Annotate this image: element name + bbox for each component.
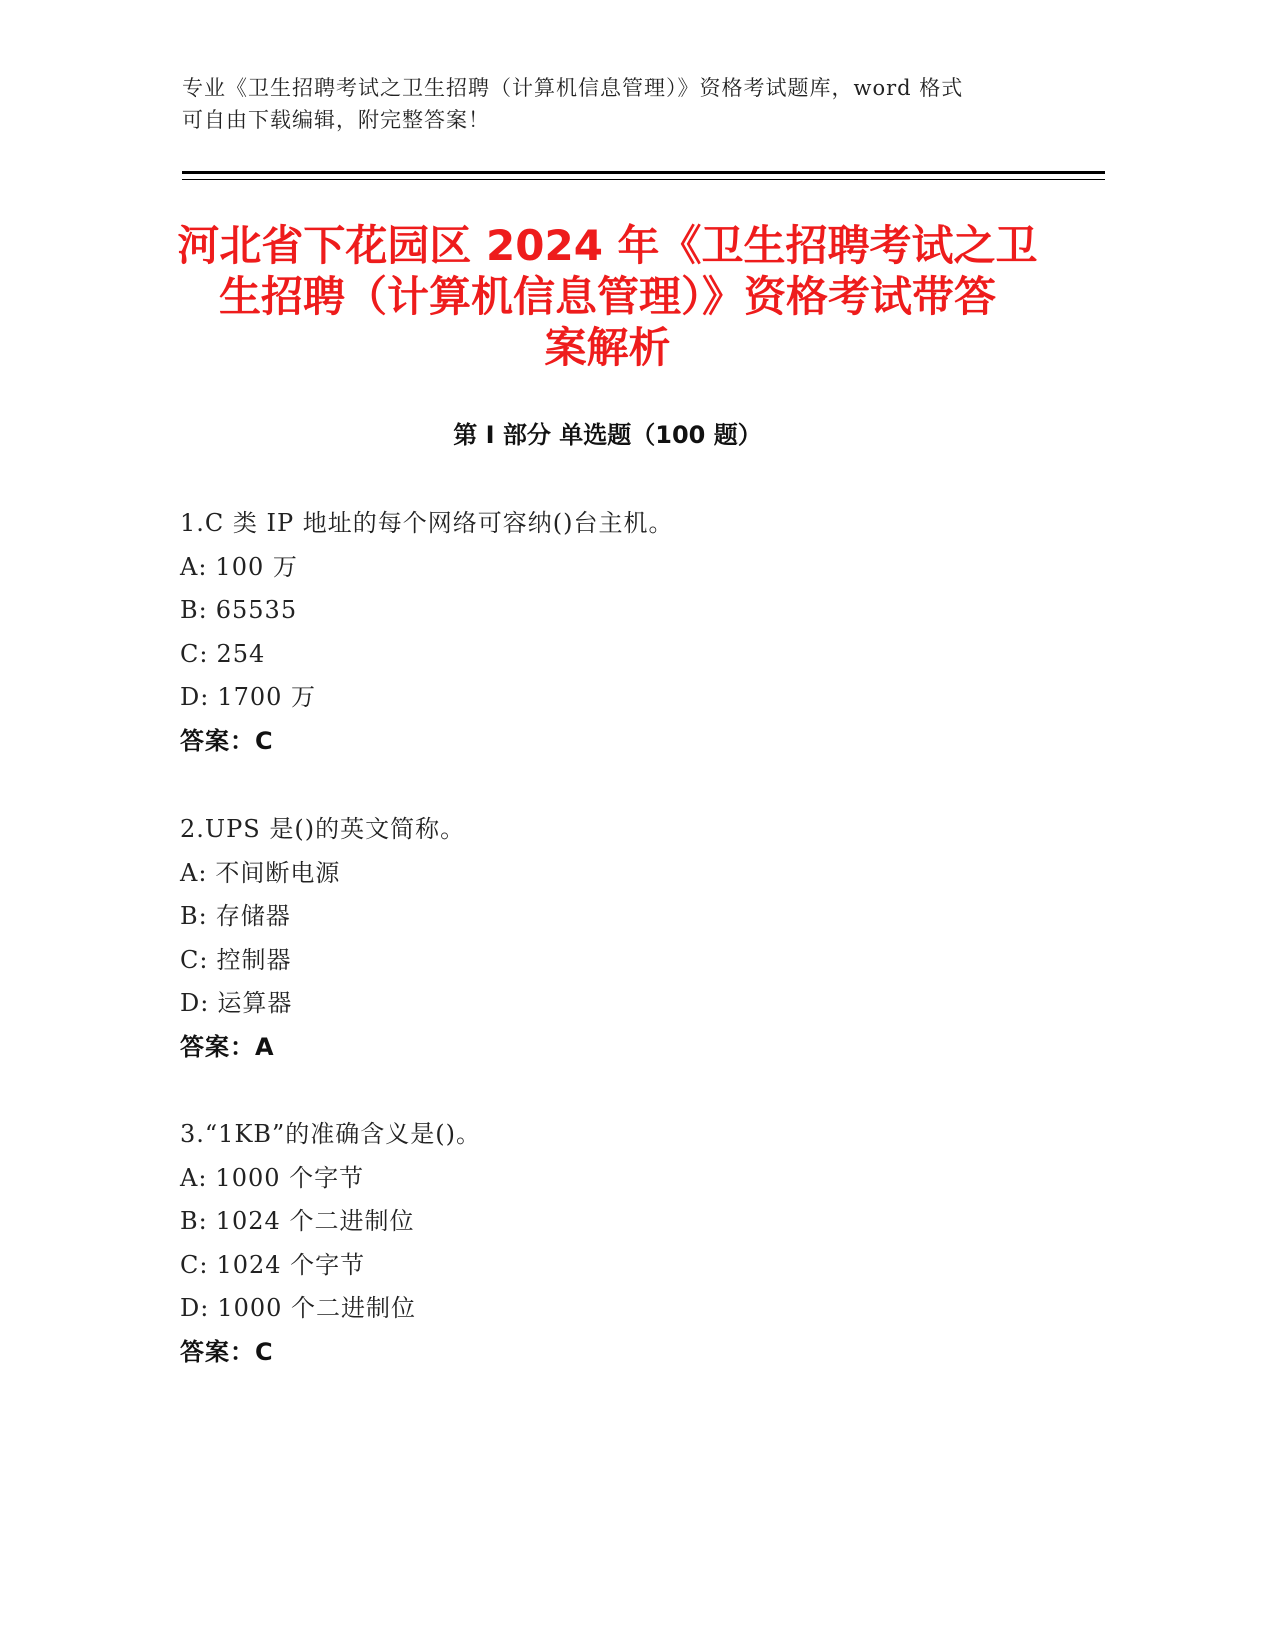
option-a	[180, 546, 1080, 590]
option-text: 65535	[215, 596, 298, 624]
option-a	[180, 1157, 1080, 1201]
question-stem: 1.C 类 IP 地址的每个网络可容纳()台主机。	[180, 509, 674, 537]
answer-line: 答案：C	[180, 726, 274, 755]
option-key: D:	[180, 683, 210, 711]
option-key: A:	[180, 552, 208, 581]
title-line-3: 案解析	[544, 323, 671, 372]
option-key: B:	[180, 596, 208, 624]
option-text: 1000 个字节	[215, 1163, 365, 1192]
option-c	[180, 633, 1080, 677]
option-text: 1000 个二进制位	[217, 1294, 417, 1322]
option-b	[180, 1200, 1080, 1244]
option-text: 1700 万	[217, 683, 317, 711]
section-heading: 第 I 部分 单选题（100 题）	[453, 421, 762, 449]
option-text: 100 万	[215, 552, 298, 581]
option-key: B:	[180, 1207, 208, 1235]
option-d	[180, 1287, 1080, 1331]
question-stem: 3.“1KB”的准确含义是()。	[180, 1120, 481, 1148]
option-text: 运算器	[217, 989, 293, 1017]
option-text: 控制器	[216, 945, 292, 974]
option-key: C:	[180, 1250, 209, 1279]
option-d	[180, 676, 1080, 720]
question-3	[180, 1113, 1080, 1374]
option-c	[180, 939, 1080, 983]
option-key: D:	[180, 989, 210, 1017]
option-text: 不间断电源	[215, 858, 341, 887]
title-line-1: 河北省下花园区 2024 年《卫生招聘考试之卫	[177, 221, 1038, 270]
answer-line: 答案：C	[180, 1337, 274, 1366]
option-c	[180, 1244, 1080, 1288]
option-key: C:	[180, 639, 209, 668]
header-rule-thick	[182, 171, 1105, 174]
header-note-line-1: 专业《卫生招聘考试之卫生招聘（计算机信息管理）》资格考试题库，word 格式	[182, 76, 964, 100]
option-a	[180, 852, 1080, 896]
answer-line: 答案：A	[180, 1032, 275, 1061]
option-d	[180, 982, 1080, 1026]
header-rule-thin	[182, 179, 1105, 180]
option-text: 存储器	[215, 902, 291, 930]
option-key: A:	[180, 1163, 208, 1192]
header-note	[182, 72, 1042, 136]
option-text: 1024 个二进制位	[215, 1207, 415, 1235]
option-key: A:	[180, 858, 208, 887]
option-key: C:	[180, 945, 209, 974]
option-key: D:	[180, 1294, 210, 1322]
question-1	[180, 502, 1080, 763]
document-title	[160, 220, 1055, 373]
option-b	[180, 589, 1080, 633]
title-line-2: 生招聘（计算机信息管理）》资格考试带答	[218, 272, 996, 321]
option-text: 1024 个字节	[216, 1250, 366, 1279]
option-text: 254	[216, 639, 266, 668]
question-2	[180, 808, 1080, 1069]
option-key: B:	[180, 902, 208, 930]
option-b	[180, 895, 1080, 939]
header-note-line-2: 可自由下载编辑，附完整答案！	[182, 108, 490, 132]
question-stem: 2.UPS 是()的英文简称。	[180, 815, 466, 843]
